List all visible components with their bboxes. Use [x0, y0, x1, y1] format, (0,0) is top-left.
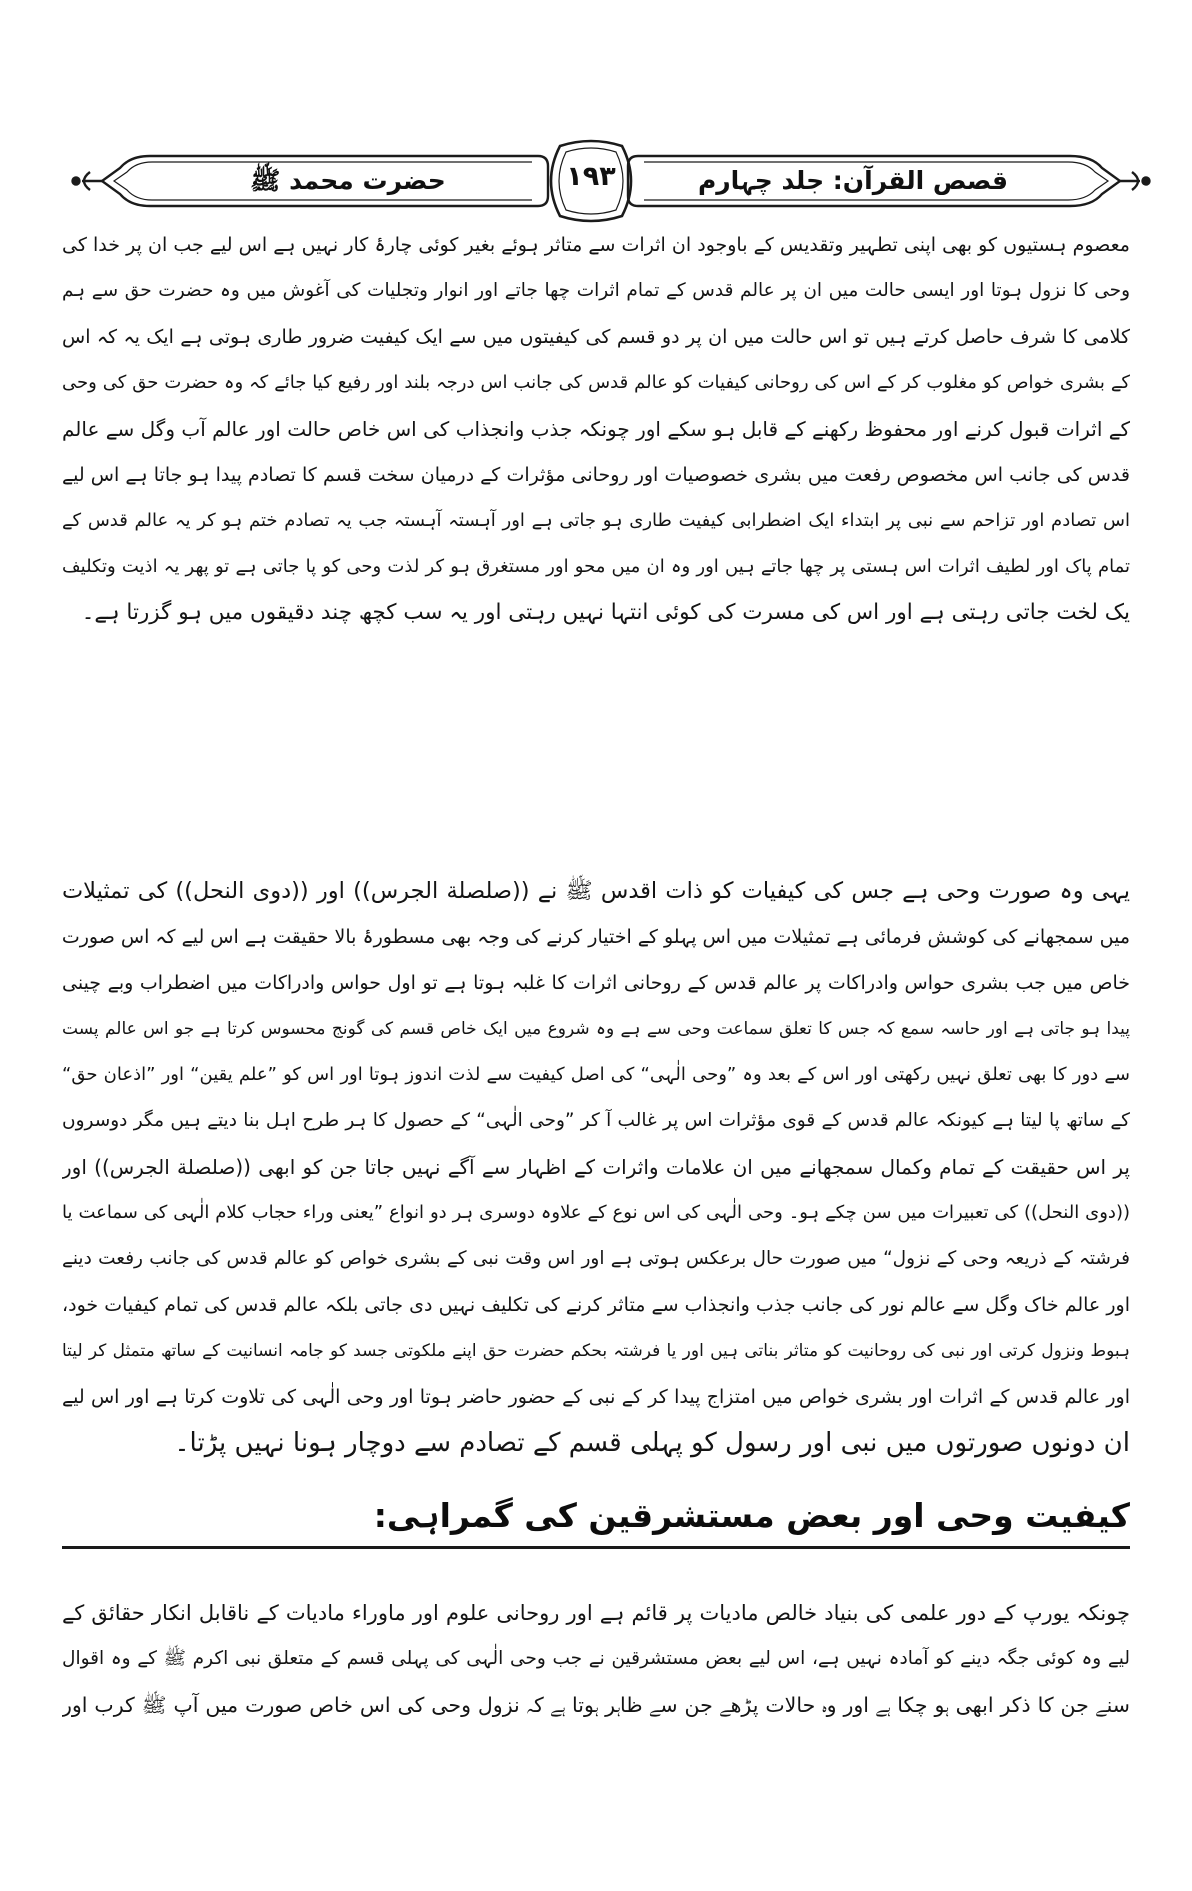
text-line: ان دونوں صورتوں میں نبی اور رسول کو پہلی قسم کے تصادم سے دوچار ہونا نہیں پڑتا۔ [174, 1428, 1130, 1458]
text-line: چونکہ یورپ کے دور علمی کی بنیاد خالص مادیات پر قائم ہے اور روحانی علوم اور ماوراء مادیات کے ناقابل انکار حقائق کے [62, 1601, 1130, 1625]
heading-underline [62, 1546, 1130, 1549]
text-line: اور عالم قدس کے اثرات اور بشری خواص میں امتزاج پیدا کر کے نبی کے حضور حاضر ہوتا اور وحی الٰہی کی تلاوت کرتا ہے اور اس لیے [62, 1386, 1130, 1408]
text-line: قدس کی جانب اس مخصوص رفعت میں بشری خصوصیات اور روحانی مؤثرات کے درمیان سخت قسم کا تصادم پیدا ہو جاتا ہے اس لیے [62, 464, 1130, 486]
text-line: ہبوط ونزول کرتی اور نبی کی روحانیت کو متاثر بناتی ہیں اور یا فرشتہ بحکم حضرت حق اپنے ملکوتی جسد کو جامہ انسانیت کے ساتھ متمثل کر لیتا [62, 1341, 1130, 1361]
paragraph-3 [62, 1590, 1130, 1728]
page-number: ۱۹۳ [566, 161, 616, 192]
text-line: وحی کا نزول ہوتا اور ایسی حالت میں ان پر عالم قدس کے تمام اثرات چھا جاتے اور انوار وتجلیات کی آغوش میں وہ حضرت حق سے ہم [62, 280, 1130, 301]
text-line: کے اثرات قبول کرنے اور محفوظ رکھنے کے قابل ہو سکے اور چونکہ جذب وانجذاب کی اس خاص حالت اور عالم آب وگل سے عالم [62, 417, 1130, 441]
text-line: پیدا ہو جاتی ہے اور حاسہ سمع کہ جس کا تعلق سماعت وحی سے ہے وہ شروع میں ایک خاص قسم کی گونج محسوس کرتا ہے جو اس عالم پست [62, 1019, 1130, 1039]
header-chapter-title: حضرت محمد ﷺ [250, 166, 446, 195]
text-line: لیے وہ کوئی جگہ دینے کو آمادہ نہیں ہے، اس لیے بعض مستشرقین نے جب وحی الٰہی کی پہلی قسم کے متعلق نبی اکرم ﷺ کے وہ اقوال [62, 1648, 1130, 1669]
text-line: یک لخت جاتی رہتی ہے اور اس کی مسرت کی کوئی انتہا نہیں رہتی اور یہ سب کچھ چند دقیقوں میں ہو گزرتا ہے۔ [81, 600, 1130, 625]
paragraph-1 [62, 222, 1130, 636]
text-line: میں سمجھانے کی کوشش فرمائی ہے تمثیلات میں اس پہلو کے اختیار کرنے کی وجہ بھی مسطورۂ بالا حقیقت ہے اس لیے کہ اس صورت [62, 926, 1130, 948]
section-heading: کیفیت وحی اور بعض مستشرقین کی گمراہی: [373, 1496, 1130, 1535]
text-line: کے ساتھ پا لیتا ہے کیونکہ عالم قدس کے قوی مؤثرات اس پر غالب آ کر ”وحی الٰہی“ کے حصول کا ہر طرح اہل بنا دیتے ہیں مگر دوسروں [62, 1110, 1130, 1131]
text-line: سنے جن کا ذکر ابھی ہو چکا ہے اور وہ حالات پڑھے جن سے ظاہر ہوتا ہے کہ نزول وحی کی اس خاص صورت میں آپ ﷺ کرب اور [62, 1693, 1130, 1717]
paragraph-2 [62, 868, 1130, 1466]
text-line: پر اس حقیقت کے تمام وکمال سمجھانے میں ان علامات واثرات کے اظہار سے آگے نہیں جاتا جن کو ابھی ((صلصلة الجرس)) اور [62, 1155, 1130, 1179]
header-book-title: قصص القرآن: جلد چہارم [697, 166, 1009, 195]
text-line: اس تصادم اور تزاحم سے نبی پر ابتداء ایک اضطرابی کیفیت طاری ہو جاتی ہے اور آہستہ آہستہ جب یہ تصادم ختم ہو کر یہ عالم قدس کے [62, 510, 1130, 531]
text-line: کے بشری خواص کو مغلوب کر کے اس کی روحانی کیفیات کو عالم قدس کی جانب اس درجہ بلند اور رفیع کیا جائے کہ وہ حضرت حق کی وحی [62, 372, 1130, 393]
text-line: معصوم ہستیوں کو بھی اپنی تطہیر وتقدیس کے باوجود ان اثرات سے متاثر ہوئے بغیر کوئی چارۂ کار نہیں ہے اس لیے جب ان پر خدا کی [62, 234, 1130, 256]
text-line: اور عالم خاک وگل سے عالم نور کی جانب جذب وانجذاب سے متاثر کرنے کی تکلیف نہیں دی جاتی بلکہ عالم قدس کی تمام کیفیات خود، [62, 1294, 1130, 1316]
text-line: یہی وہ صورت وحی ہے جس کی کیفیات کو ذات اقدس ﷺ نے ((صلصلة الجرس)) اور ((دوی النحل)) کی تمثیلات [62, 878, 1130, 904]
text-line: تمام پاک اور لطیف اثرات اس ہستی پر چھا جاتے ہیں اور وہ ان میں محو اور مستغرق ہو کر لذت وحی کو پا جاتی ہے تو پھر یہ اذیت وتکلیف [62, 556, 1130, 577]
text-line: فرشتہ کے ذریعہ وحی کے نزول“ میں صورت حال برعکس ہوتی ہے اور اس وقت نبی کے بشری خواص کو عالم قدس کی جانب رفعت دینے [62, 1248, 1130, 1269]
text-line: ((دوی النحل)) کی تعبیرات میں سن چکے ہو۔ وحی الٰہی کی اس نوع کے علاوہ دوسری ہر دو انواع ”یعنی وراء حجاب کلام الٰہی کی سماعت یا [62, 1202, 1130, 1223]
text-line: خاص میں جب بشری حواس وادراکات پر عالم قدس کے روحانی اثرات کا غلبہ ہوتا ہے تو اول حواس وادراکات میں اضطراب وبے چینی [62, 972, 1130, 994]
text-line: کلامی کا شرف حاصل کرتے ہیں تو اس حالت میں ان پر دو قسم کی کیفیتوں میں سے ایک کیفیت ضرور طاری ہوتی ہے ایک یہ کہ اس [62, 326, 1130, 348]
page-header [40, 138, 1152, 224]
text-line: سے دور کا بھی تعلق نہیں رکھتی اور اس کے بعد وہ ”وحی الٰہی“ کی اصل کیفیت سے لذت اندوز ہوتا اور اس کو ”علم یقین“ اور ”اذعان حق“ [62, 1064, 1130, 1085]
